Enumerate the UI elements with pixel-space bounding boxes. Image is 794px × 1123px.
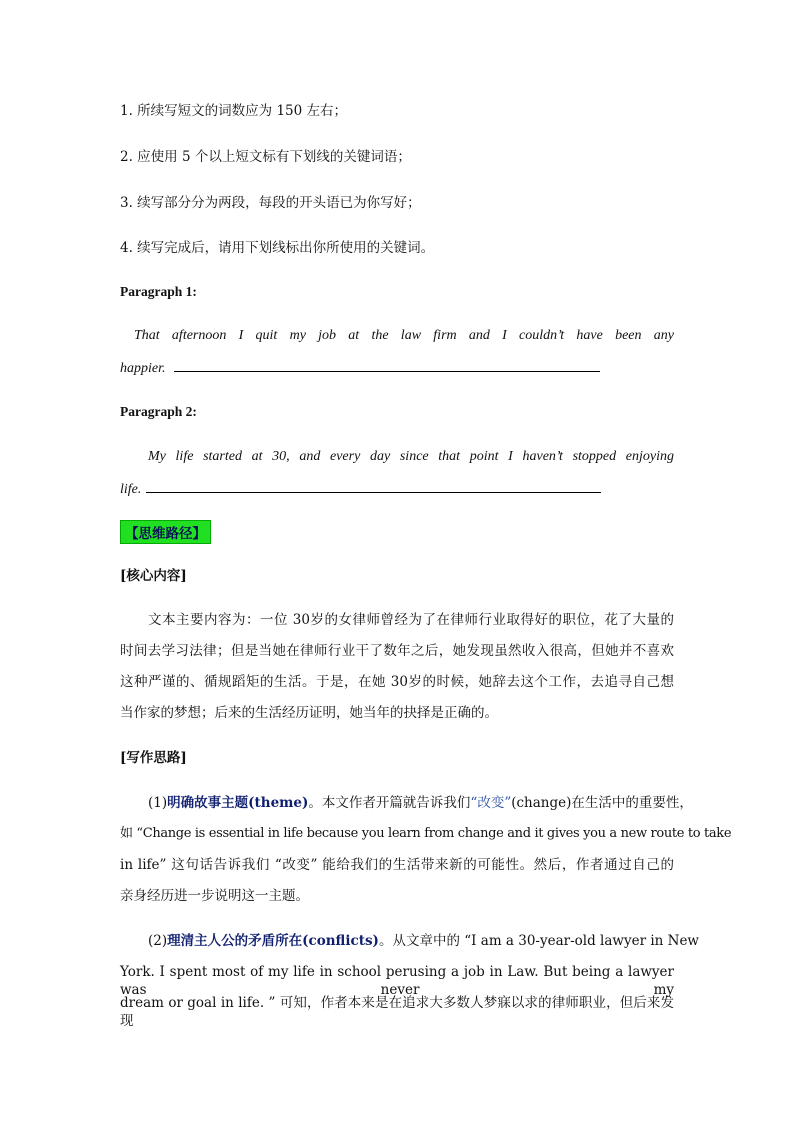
paragraph-1-heading: Paragraph 1:	[120, 284, 197, 299]
paragraph-1-continuation	[120, 357, 600, 378]
writing-point-1-line	[148, 794, 693, 812]
writing-ideas-heading: [写作思路]	[120, 750, 187, 766]
requirement-2: 2. 应使用 5 个以上短文标有下划线的关键词语；	[120, 149, 411, 165]
point-1-quote: “改变”	[470, 795, 512, 811]
paragraph-2-opening-line: My life started at 30, and every day since that point I haven’t stopped enjoying	[148, 449, 674, 464]
core-content-line: 文本主要内容为：一位 30岁的女律师曾经为了在律师行业取得好的职位，花了大量的	[148, 612, 674, 628]
paragraph-1-opening-end: happier.	[120, 361, 166, 376]
point-1-text: 。本文作者开篇就告诉我们	[308, 795, 471, 811]
paragraph-2-writing-blank[interactable]	[146, 478, 601, 493]
paragraph-2-continuation	[120, 478, 601, 499]
paragraph-2-opening-end: life.	[120, 482, 142, 497]
paragraph-1-opening-line: That afternoon I quit my job at the law firm and I couldn’t have been any	[134, 328, 674, 343]
paragraph-2-heading: Paragraph 2:	[120, 404, 197, 419]
writing-point-1-line: 亲身经历进一步说明这一主题。	[120, 888, 309, 904]
core-content-line: 这种严谨的、循规蹈矩的生活。于是，在她 30岁的时候，她辞去这个工作，去追寻自己想	[120, 674, 674, 690]
point-1-number: (1)	[148, 795, 168, 811]
point-1-text: (change)在生活中的重要性，	[511, 795, 693, 811]
requirement-4: 4. 续写完成后，请用下划线标出你所使用的关键词。	[120, 240, 435, 256]
point-2-title: 理清主人公的矛盾所在(conflicts)	[167, 933, 379, 949]
writing-point-2-line	[148, 932, 699, 950]
writing-point-2-line: York. I spent most of my life in school perusing a job in Law. But being a lawyer was never my	[120, 964, 674, 998]
point-1-title: 明确故事主题(theme)	[167, 795, 309, 811]
requirement-3: 3. 续写部分分为两段，每段的开头语已为你写好；	[120, 195, 421, 211]
point-2-number: (2)	[148, 933, 168, 949]
writing-point-1-line: in life” 这句话告诉我们 “改变” 能给我们的生活带来新的可能性。然后，作者通过自己的	[120, 857, 674, 873]
core-content-heading: [核心内容]	[120, 568, 187, 584]
core-content-line: 时间去学习法律；但是当她在律师行业干了数年之后，她发现虽然收入很高，但她并不喜欢	[120, 643, 674, 659]
requirement-1: 1. 所续写短文的词数应为 150 左右；	[120, 103, 348, 119]
writing-point-2-line: dream or goal in life. ” 可知，作者本来是在追求大多数人梦寐以求的律师职业，但后来发现	[120, 995, 674, 1029]
core-content-line: 当作家的梦想；后来的生活经历证明，她当年的抉择是正确的。	[120, 705, 498, 721]
point-2-text: 。从文章中的 “I am a 30-year-old lawyer in New	[378, 933, 699, 949]
thinking-path-badge: 【思维路径】	[120, 520, 211, 544]
paragraph-1-writing-blank[interactable]	[174, 357, 600, 372]
writing-point-1-line: 如 “Change is essential in life because you learn from change and it gives you a new route to take	[120, 826, 732, 841]
